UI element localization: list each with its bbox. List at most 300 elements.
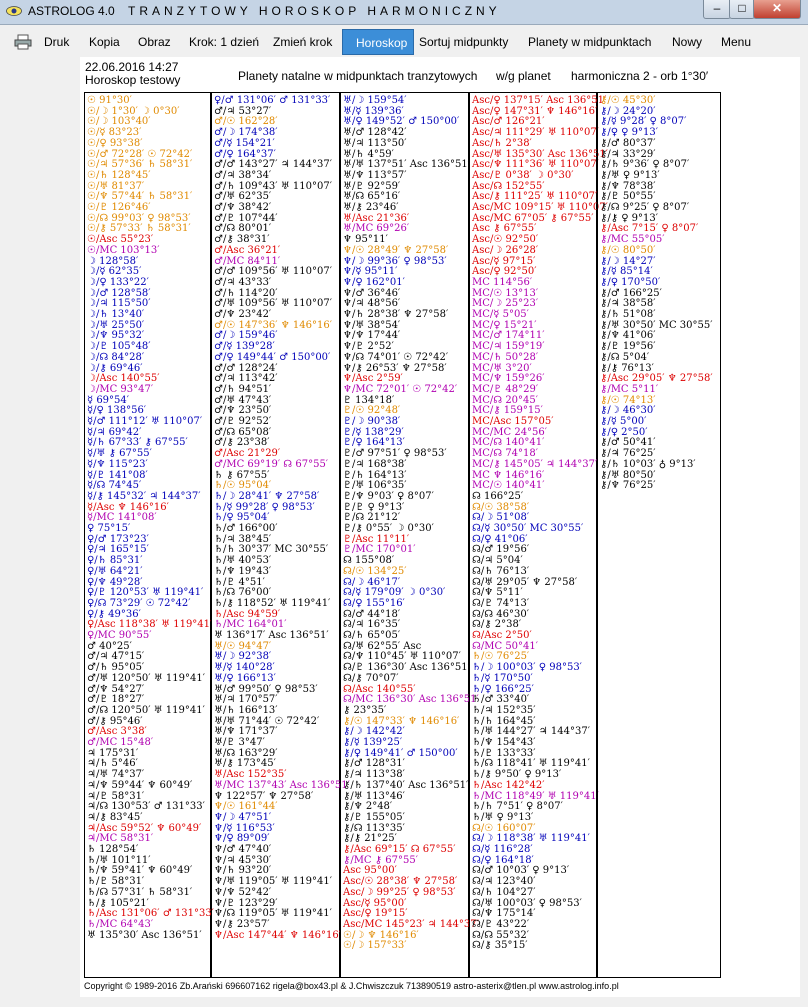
midpoint-row: ⚷/☿ 9°28′ ♀ 8°07′	[600, 116, 687, 128]
midpoint-row: Asc/MC 145°23′ ♃ 144°37′	[343, 918, 479, 930]
midpoint-row: ♆/Asc 2°59′	[343, 373, 403, 385]
midpoint-row: ♄/♆ 59°41′ ♆ 60°49′	[87, 865, 193, 877]
midpoint-row: ♄/♀ 95°04′	[214, 512, 270, 524]
midpoint-row: ♆/♀ 162°01′	[343, 276, 405, 288]
midpoint-row: ☉/☊ 99°03′ ♀ 98°53′	[87, 212, 191, 224]
midpoint-row: ♄/☊ 118°41′ ♅ 119°41′	[472, 758, 590, 770]
midpoint-row: ♅/☿ 139°36′	[343, 105, 404, 117]
midpoint-row: ♀/♄ 85°31′	[87, 555, 143, 567]
midpoint-column	[340, 92, 479, 978]
midpoint-row: ♂/♅ 120°50′ ♅ 119°41′	[87, 672, 205, 684]
midpoint-row: ♅/MC 137°43′ Asc 136°51′	[214, 779, 350, 791]
header-datetime: 22.06.2016 14:27	[85, 60, 179, 74]
midpoint-row: ☊/♅ 62°55′ Asc	[343, 640, 422, 652]
midpoint-row: ♄ 128°54′	[87, 844, 139, 855]
midpoint-row: ♀/MC 90°55′	[87, 630, 152, 641]
menu-bar	[8, 29, 800, 55]
midpoint-row: ♄/♅ 40°53′	[214, 555, 272, 567]
midpoint-row: ⚷/♀ 2°50′	[600, 426, 648, 438]
midpoint-row: ☿/☊ 74°45′	[87, 480, 142, 492]
midpoint-row: ☊/☉ 160°07′	[472, 822, 536, 834]
midpoint-row: MC/☊ 140°41′	[472, 437, 545, 449]
midpoint-row: ♀/⚷ 49°36′	[87, 608, 141, 620]
midpoint-row: Asc/♄ 2°38′	[472, 137, 532, 149]
midpoint-row: ♂/Asc 3°38′	[87, 726, 147, 738]
midpoint-row: ♂/⚷ 38°31′	[214, 234, 270, 246]
midpoint-row: ☿/⚷ 145°32′ ♃ 144°37′	[87, 490, 201, 502]
midpoint-row: ♄/♆ 19°43′	[214, 565, 272, 577]
midpoint-row: ♄/⚷ 9°50′ ♀ 9°13′	[472, 769, 562, 781]
midpoint-row: ♆/♃ 48°56′	[343, 298, 401, 310]
midpoint-row: ♄/♃ 152°35′	[472, 704, 536, 716]
midpoint-row: ☽/♆ 95°32′	[87, 330, 145, 342]
midpoint-row: ♂/♃ 53°27′	[214, 105, 272, 117]
midpoint-row: ♄/☿ 99°28′ ♀ 98°53′	[214, 501, 315, 513]
midpoint-row: ☊/♆ 5°11′	[472, 587, 523, 599]
midpoint-row: ♇/♃ 168°38′	[343, 458, 407, 470]
midpoint-row: ♇/♆ 9°03′ ♀ 8°07′	[343, 490, 434, 502]
midpoint-row: ⚷/♄ 137°40′ Asc 136°51′	[343, 779, 469, 791]
midpoint-row: ☊/♃ 16°35′	[343, 619, 401, 631]
midpoint-row: ♄/♅ 101°11′	[87, 854, 151, 866]
midpoint-row: ⚷/♃ 113°38′	[343, 769, 405, 781]
midpoint-row: ⚷/⚷ 76°13′	[600, 362, 654, 374]
midpoint-row: MC/♃ 159°19′	[472, 341, 545, 353]
midpoint-row: ♂/♂ 143°27′ ♃ 144°37′	[214, 159, 332, 171]
midpoint-row: ♆/♅ 38°54′	[343, 319, 401, 331]
midpoint-row: MC/☉ 140°41′	[472, 480, 545, 492]
midpoint-row: ♂/♄ 95°05′	[87, 662, 145, 674]
midpoint-row: ♂/♃ 43°33′	[214, 276, 272, 288]
midpoint-row: ⚷/♄ 9°36′ ♀ 8°07′	[600, 159, 690, 171]
midpoint-row: ♄/♇ 133°33′	[472, 747, 536, 759]
midpoint-row: ♅/⚷ 23°46′	[343, 202, 399, 213]
midpoint-row: ♆/☽ 47°51′	[214, 811, 272, 823]
midpoint-row: ♂/MC 84°11′	[214, 255, 281, 267]
midpoint-row: ☊/♇ 43°22′	[472, 918, 530, 930]
midpoint-row: ⚷/☊ 113°35′	[343, 822, 405, 834]
midpoint-row: ♆/♂ 36°46′	[343, 287, 401, 299]
midpoint-row: ☊/MC 50°41′	[472, 640, 539, 652]
midpoint-row: Asc/♀ 19°15′	[343, 908, 408, 920]
midpoint-row: ☽/Asc 140°55′	[87, 373, 160, 385]
midpoint-row: ♆/☊ 74°01′ ☉ 72°42′	[343, 351, 449, 363]
midpoint-row: Asc/⚷ 111°25′ ♅ 110°07′	[472, 191, 598, 203]
midpoint-row: ⚷/☊ 9°25′ ♀ 8°07′	[600, 202, 690, 213]
midpoint-row: ♂/Asc 21°29′	[214, 448, 281, 460]
midpoint-row: ⚷/♆ 76°25′	[600, 480, 656, 492]
midpoint-row: ♆/♀ 89°09′	[214, 833, 270, 845]
midpoint-row: ⚷/Asc 69°15′ ☊ 67°55′	[343, 844, 456, 855]
midpoint-row: ⚷/♆ 78°38′	[600, 180, 656, 192]
midpoint-row: ☽/♀ 133°22′	[87, 276, 149, 288]
menu-kopia[interactable]: Kopia	[89, 35, 120, 49]
header-subtitle: Planety natalne w midpunktach tranzytowych	[238, 69, 478, 83]
midpoint-row: ♆/☽ 99°36′ ♀ 98°53′	[343, 255, 447, 267]
midpoint-row: Asc/☉ 28°38′ ♆ 27°58′	[343, 876, 458, 888]
midpoint-row: ♄ ⚷ 67°55′	[214, 469, 270, 481]
midpoint-row: ☊/☽ 46°17′	[343, 576, 401, 588]
midpoint-row: ☿/♄ 67°33′ ⚷ 67°55′	[87, 437, 188, 449]
midpoint-row: ♄/☊ 76°00′	[214, 587, 272, 599]
midpoint-row: Asc/☿ 97°15′	[472, 255, 536, 267]
close-button[interactable]: ✕	[753, 0, 801, 19]
midpoint-row: ☿/♀ 138°56′	[87, 405, 147, 417]
midpoint-row: ☉/♆ 57°44′ ♄ 58°31′	[87, 191, 193, 203]
midpoint-row: ☊ 166°25′	[472, 490, 524, 502]
midpoint-row: ☉/☽ 157°33′	[343, 940, 407, 952]
midpoint-row: Asc/♂ 126°21′	[472, 116, 545, 128]
midpoint-row: ☉/♅ 81°37′	[87, 180, 145, 192]
midpoint-row: Asc/☊ 152°55′	[472, 180, 545, 192]
midpoint-row: ⚷/☉ 147°33′ ♆ 146°16′	[343, 715, 460, 727]
midpoint-row: ♂/♃ 47°15′	[87, 651, 145, 663]
midpoint-row: ♄/☽ 28°41′ ♆ 27°58′	[214, 490, 320, 502]
midpoint-row: ☊/⚷ 70°07′	[343, 672, 399, 684]
menu-sortuj-midpunkty[interactable]: Sortuj midpunkty	[419, 35, 509, 49]
midpoint-row: ⚷/☉ 80°50′	[600, 244, 656, 256]
midpoint-row: ☊/☉ 134°25′	[343, 565, 407, 577]
midpoint-row: ♇/☽ 90°38′	[343, 416, 401, 427]
midpoint-row: ♅/♄ 4°59′	[343, 148, 394, 160]
midpoint-row: ♂/♅ 62°35′	[214, 191, 272, 203]
midpoint-row: ♄/♂ 166°00′	[214, 523, 278, 534]
midpoint-row: ♄/☉ 95°04′	[214, 480, 272, 492]
midpoint-row: ⚷/♄ 10°03′ ♁ 9°13′	[600, 458, 696, 470]
midpoint-row: ⚷/♇ 50°55′	[600, 191, 656, 203]
midpoint-row: ♅/♇ 3°47′	[214, 737, 265, 748]
midpoint-row: ☊/♄ 65°05′	[343, 630, 401, 641]
midpoint-row: ♄/♂ 33°40′	[472, 694, 530, 706]
midpoint-row: ♃/⚷ 83°45′	[87, 811, 143, 823]
midpoint-row: ♆/♆ 17°44′	[343, 330, 401, 342]
midpoint-row: ♀/♂ 131°06′ ♂ 131°33′	[214, 95, 331, 106]
midpoint-row: ♆/⚷ 23°57′	[214, 918, 270, 930]
midpoint-row: ♂/Asc 36°21′	[214, 244, 281, 256]
header-harmonic: harmoniczna 2 - orb 1°30′	[571, 69, 709, 83]
midpoint-row: ☊/♅ 29°05′ ♆ 27°58′	[472, 576, 578, 588]
midpoint-row: ♂/♇ 92°52′	[214, 416, 272, 427]
midpoint-row: ⚷/⚷ ♀ 9°13′	[600, 212, 659, 224]
midpoint-row: ♅/♃ 170°57′	[214, 694, 278, 706]
midpoint-row: ♆/♄ 28°38′ ♆ 27°58′	[343, 309, 449, 320]
menu-obraz[interactable]: Obraz	[138, 35, 171, 49]
midpoint-row: ⚷/☉ 74°13′	[600, 394, 656, 406]
midpoint-row: ♆/♆ 52°42′	[214, 886, 272, 898]
midpoint-row: ☊/☿ 30°50′ MC 30°55′	[472, 523, 584, 534]
midpoint-row: ♂/♅ 109°56′ ♅ 110°07′	[214, 298, 332, 310]
midpoint-row: ⚷/☽ 14°27′	[600, 255, 656, 267]
midpoint-row: ♄/♄ 164°45′	[472, 715, 536, 727]
midpoint-row: ☊/♅ 100°03′ ♀ 98°53′	[472, 897, 582, 909]
midpoint-row: ♅ 135°30′ Asc 136°51′	[87, 929, 202, 941]
midpoint-row: ♂/♀ 164°37′	[214, 148, 276, 160]
midpoint-row: ☊/☿ 179°09′ ☽ 0°30′	[343, 587, 446, 599]
midpoint-row: MC/⚷ 145°05′ ♃ 144°37′	[472, 458, 598, 470]
midpoint-row: ♂/♅ 47°43′	[214, 394, 272, 406]
midpoint-row: ♅/⚷ 173°45′	[214, 758, 276, 770]
midpoint-row: ♂/♆ 23°50′	[214, 405, 272, 417]
midpoint-row: ♅/♆ 171°37′	[214, 726, 278, 738]
midpoint-row: ☿/Asc ♆ 146°16′	[87, 501, 169, 513]
midpoint-row: ☊/Asc 140°55′	[343, 683, 416, 695]
midpoint-row: Asc/☽ 99°25′ ♀ 98°53′	[343, 886, 456, 898]
midpoint-row: MC/⚷ 159°15′	[472, 405, 543, 417]
midpoint-row: Asc/♅ 135°30′ Asc 136°51′	[472, 148, 608, 160]
midpoint-row: ⚷/MC 55°05′	[600, 234, 665, 246]
midpoint-row: ♄/⚷ 118°52′ ♅ 119°41′	[214, 597, 331, 609]
midpoint-row: MC 114°56′	[472, 276, 533, 288]
midpoint-row: ☿/♇ 141°08′	[87, 469, 148, 481]
midpoint-row: ☉/☽ 1°30′ ☽ 0°30′	[87, 105, 180, 117]
midpoint-row: ♀ 75°15′	[87, 523, 131, 534]
midpoint-row: ♆/☊ 119°05′ ♅ 119°41′	[214, 908, 332, 920]
menu-nowy[interactable]: Nowy	[672, 35, 703, 49]
midpoint-row: ♅/♇ 92°59′	[343, 180, 401, 192]
midpoint-row: MC/♂ 174°11′	[472, 330, 545, 342]
midpoint-row: ♄/♀ 166°25′	[472, 683, 534, 695]
midpoint-row: ♂/⚷ 23°38′	[214, 437, 270, 449]
midpoint-row: Asc/♃ 111°29′ ♅ 110°07′	[472, 127, 599, 139]
midpoint-row: ☊/☊ 55°32′	[472, 929, 530, 941]
midpoint-row: ♆/☉ 161°44′	[214, 801, 278, 813]
header-sort: w/g planet	[496, 69, 551, 83]
midpoint-row: ♄/♅ ♀ 9°13′	[472, 811, 534, 823]
midpoint-row: ♂/♆ 23°42′	[214, 309, 272, 320]
midpoint-row: ☉/♄ 128°45′	[87, 169, 151, 181]
midpoint-row: ♇/☉ 92°48′	[343, 405, 401, 417]
midpoint-row: ☊/☽ 51°08′	[472, 512, 530, 524]
midpoint-row: ☊/☊ 46°30′	[472, 608, 530, 620]
midpoint-row: ♄/♇ 58°31′	[87, 876, 145, 888]
midpoint-row: ♇/MC 170°01′	[343, 544, 416, 556]
menu-druk[interactable]: Druk	[44, 35, 70, 49]
midpoint-row: ☽/♃ 115°50′	[87, 298, 151, 310]
midpoint-row: ♄/♄ 7°51′ ♀ 8°07′	[472, 801, 563, 813]
midpoint-row: ☽/♂ 128°58′	[87, 287, 151, 299]
midpoint-row: ♀/☊ 73°29′ ☉ 72°42′	[87, 597, 191, 609]
midpoint-row: ♀/Asc 118°38′ ♅ 119°41′	[87, 619, 213, 631]
midpoint-row: ♂/♃ 113°42′	[214, 373, 278, 385]
midpoint-row: ♅/Asc 21°36′	[343, 212, 410, 224]
menu-menu[interactable]: Menu	[721, 35, 752, 49]
midpoint-row: ⚷/♀ ♀ 9°13′	[600, 127, 659, 139]
midpoint-row: ♄/☊ 57°31′ ♄ 58°31′	[87, 886, 193, 898]
midpoint-row: ☽/♄ 13°40′	[87, 309, 145, 320]
midpoint-row: MC/♅ 3°20′	[472, 362, 532, 374]
midpoint-row: ♂/♄ 94°51′	[214, 383, 272, 395]
midpoint-row: ♅/♂ 99°50′ ♀ 98°53′	[214, 683, 318, 695]
midpoint-row: MC/☊ 74°18′	[472, 448, 539, 460]
midpoint-row: ⚷ 23°35′	[343, 704, 387, 716]
midpoint-row: ♇/Asc 11°11′	[343, 533, 410, 545]
midpoint-row: ♆/♇ 123°29′	[214, 897, 278, 909]
midpoint-row: ☊/♆ 110°45′ ♅ 110°07′	[343, 651, 461, 663]
midpoint-row: ☿ 69°54′	[87, 394, 130, 406]
midpoint-row: ⚷/☊ 5°04′	[600, 351, 650, 363]
midpoint-row: ♅/♅ 71°44′ ☉ 72°42′	[214, 715, 320, 727]
midpoint-row: ♅/Asc 152°35′	[214, 769, 287, 781]
midpoint-row: ♄/MC 118°49′ ♅ 119°41′	[472, 790, 599, 802]
midpoint-row: ♅/♅ 137°51′ Asc 136°51′	[343, 159, 470, 171]
midpoint-row: ⚷/☽ 24°20′	[600, 105, 656, 117]
midpoint-row: ♂/♃ 38°34′	[214, 169, 272, 181]
midpoint-row: ☉/♃ 57°36′ ♄ 58°31′	[87, 159, 193, 171]
midpoint-row: ♂/♄ 109°43′ ♅ 110°07′	[214, 180, 332, 192]
midpoint-row: Asc/♆ 111°36′ ♅ 110°07′	[472, 159, 599, 171]
midpoint-row: ♂/♂ 109°56′ ♅ 110°07′	[214, 266, 332, 278]
minimize-button[interactable]: –	[703, 0, 731, 19]
menu-zmien-krok[interactable]: Zmień krok	[273, 35, 333, 49]
midpoint-row: ♀/♆ 49°28′	[87, 576, 143, 588]
midpoint-row: ♇/♅ 106°35′	[343, 480, 407, 492]
midpoint-row: ♃/♆ 59°44′ ♆ 60°49′	[87, 779, 193, 791]
midpoint-row: ♃/Asc 59°52′ ♆ 60°49′	[87, 822, 202, 834]
midpoint-row: ☊/♄ 76°13′	[472, 565, 530, 577]
midpoint-row: ♅ 136°17′ Asc 136°51′	[214, 630, 329, 641]
midpoint-row: MC/MC 24°56′	[472, 426, 548, 438]
midpoint-row: ♆/☉ 28°49′ ♆ 27°58′	[343, 244, 449, 256]
midpoint-row: ☊/♀ 155°16′	[343, 597, 405, 609]
midpoint-row: MC/☿ 5°05′	[472, 309, 529, 320]
midpoint-row: ♆/♅ 119°05′ ♅ 119°41′	[214, 876, 332, 888]
midpoint-row: ☉/⚷ 57°33′ ♄ 58°31′	[87, 223, 191, 235]
midpoint-row: ♆/⚷ 26°53′ ♆ 27°58′	[343, 362, 447, 374]
midpoint-row: ⚷/⚷ 21°25′	[343, 833, 397, 845]
menu-planety-w-midpunktach[interactable]: Planety w midpunktach	[528, 35, 652, 49]
midpoint-row: ⚷/♇ 155°05′	[343, 811, 405, 823]
midpoint-row: Asc/MC 67°05′ ⚷ 67°55′	[472, 212, 594, 224]
maximize-button[interactable]: □	[729, 0, 755, 19]
midpoint-row: ♇/♀ 164°13′	[343, 437, 405, 449]
midpoint-row: ☉/♂ 72°28′ ☉ 72°42′	[87, 148, 193, 160]
midpoint-row: ☿/♃ 69°42′	[87, 426, 142, 438]
midpoint-row: MC/♇ 48°29′	[472, 383, 539, 395]
midpoint-row: ♃/☊ 130°53′ ♂ 131°33′	[87, 801, 205, 813]
midpoint-row: ☿/♆ 115°23′	[87, 458, 148, 470]
midpoint-row: MC/♆ 159°26′	[472, 373, 545, 385]
midpoint-row: ☽/MC 93°47′	[87, 383, 154, 395]
midpoint-row: ☉/☽ ♆ 146°16′	[343, 929, 419, 941]
midpoint-row: ♄/☿ 170°50′	[472, 672, 533, 684]
midpoint-row: ⚷/♂ 166°25′	[600, 287, 662, 299]
midpoint-row: ☊/♂ 44°18′	[343, 608, 401, 620]
midpoint-row: ☊/♃ 123°40′	[472, 876, 536, 888]
midpoint-row: ♆/MC 72°01′ ☉ 72°42′	[343, 383, 458, 395]
midpoint-row: ♂/☽ 159°46′	[214, 330, 278, 342]
footer-copyright: Copyright © 1989-2016 Zb.Arański 696607162 rigela@box43.pl & J.Chwiszczuk 713890519 astro-asterix@tlen.pl www.astrolog.info.pl	[84, 981, 619, 991]
midpoint-row: ☉/☽ 103°40′	[87, 116, 151, 128]
midpoint-row: ♄/♅ 144°27′ ♃ 144°37′	[472, 726, 590, 738]
title-bar	[0, 0, 808, 25]
midpoint-row: ♂/☊ 120°50′ ♅ 119°41′	[87, 704, 205, 716]
midpoint-row: ♆/Asc 147°44′ ♆ 146°16′	[214, 929, 341, 941]
midpoint-row: ☊/Asc 2°50′	[472, 630, 532, 641]
midpoint-row: ☽ 128°58′	[87, 255, 139, 267]
midpoint-row: ♄/Asc 142°42′	[472, 779, 545, 791]
midpoint-row: ♅/☿ 140°28′	[214, 662, 275, 674]
printer-icon[interactable]	[14, 34, 32, 50]
midpoint-row: Asc/♀ 137°15′ Asc 136°51′	[472, 95, 607, 106]
midpoint-row: Asc/☉ 92°50′	[472, 234, 539, 246]
midpoint-row: ♅/♀ 149°52′ ♂ 150°00′	[343, 116, 460, 128]
midpoint-row: ♆/☿ 95°11′	[343, 266, 398, 278]
midpoint-row: ⚷/☿ 139°25′	[343, 737, 403, 748]
midpoint-row: ♂/☊ 80°01′	[214, 223, 272, 235]
midpoint-row: Asc 95°00′	[343, 865, 397, 877]
midpoint-row: ☽/☿ 62°35′	[87, 266, 142, 278]
midpoint-row: ⚷/MC 5°11′	[600, 383, 659, 395]
midpoint-row: ♅/♃ 113°50′	[343, 137, 407, 149]
menu-horoskop[interactable]: Horoskop	[342, 29, 414, 55]
midpoint-row: MC/☊ 20°45′	[472, 394, 539, 406]
midpoint-row: ⚷/♃ 38°58′	[600, 298, 656, 310]
midpoint-row: ♆ 95°11′	[343, 234, 388, 246]
midpoint-row: ♅/♆ 113°57′	[343, 169, 407, 181]
midpoint-column	[597, 92, 721, 978]
midpoint-row: ♂/MC 69°19′ ☊ 67°55′	[214, 458, 329, 470]
midpoint-row: ♂/☉ 147°36′ ♆ 146°16′	[214, 319, 332, 331]
app-name: ASTROLOG 4.0	[28, 4, 115, 18]
midpoint-row: ☉/♇ 126°46′	[87, 202, 151, 213]
midpoint-row: ♀/♂ 173°23′	[87, 533, 149, 545]
midpoint-row: ⚷/♆ 2°48′	[343, 801, 393, 813]
midpoint-row: ⚷/♂ 128°31′	[343, 758, 405, 770]
midpoint-row: ♆/♂ 47°40′	[214, 844, 272, 855]
midpoint-row: ⚷/♃ 76°25′	[600, 448, 656, 460]
midpoint-row: ♀/♃ 165°15′	[87, 544, 149, 556]
midpoint-row: ☉ 91°30′	[87, 95, 132, 106]
midpoint-row: ♅/☊ 163°29′	[214, 747, 278, 759]
midpoint-row: ⚷/♂ 50°41′	[600, 437, 656, 449]
midpoint-row: ♅/♀ 166°13′	[214, 672, 276, 684]
midpoint-row: ♂/☉ 162°28′	[214, 116, 278, 128]
midpoint-row: ♄/Asc 131°06′ ♂ 131°33′	[87, 908, 214, 920]
header-name: Horoskop testowy	[85, 73, 181, 87]
midpoint-row: ☊/♃ 5°04′	[472, 555, 523, 567]
midpoint-row: ♇/⚷ 0°55′ ☽ 0°30′	[343, 523, 434, 534]
midpoint-row: ♂/♄ 114°20′	[214, 287, 278, 299]
midpoint-row: ⚷/Asc 7°15′ ♀ 8°07′	[600, 223, 699, 235]
midpoint-row: ♂/♇ 18°27′	[87, 694, 145, 706]
midpoint-row: Asc ⚷ 67°55′	[472, 223, 537, 235]
app-eye-icon	[6, 5, 22, 17]
midpoint-row: ☽/♇ 105°48′	[87, 341, 151, 353]
midpoint-row: ♅/♂ 128°42′	[343, 127, 407, 139]
midpoint-row: MC/♀ 15°21′	[472, 319, 537, 331]
midpoint-row: ☽/♅ 25°50′	[87, 319, 145, 331]
midpoint-row: ☊/MC 136°30′ Asc 136°51′	[343, 694, 479, 706]
window-title: TRANZYTOWY HOROSKOP HARMONICZNY	[128, 4, 501, 18]
midpoint-row: ♇/☿ 138°29′	[343, 426, 404, 438]
midpoint-row: ♂ 40°25′	[87, 640, 132, 652]
menu-krok[interactable]: Krok: 1 dzień	[189, 35, 260, 49]
midpoint-row: ♂/♂ 128°24′	[214, 362, 278, 374]
midpoint-row: ⚷/☿ 5°00′	[600, 416, 647, 427]
midpoint-row: ♅/☽ 92°38′	[214, 651, 272, 663]
midpoint-row: ⚷/Asc 29°05′ ♆ 27°58′	[600, 373, 713, 385]
midpoint-row: ⚷/♅ 113°46′	[343, 790, 405, 802]
midpoint-row: ☊/♀ 164°18′	[472, 854, 534, 866]
midpoint-row: ♂/♇ 107°44′	[214, 212, 278, 224]
midpoint-row: ♇ 134°18′	[343, 394, 395, 406]
midpoint-row: ♅/☊ 65°16′	[343, 191, 401, 203]
midpoint-row: MC/☽ 25°23′	[472, 298, 539, 310]
midpoint-row: ☊/⚷ 2°38′	[472, 619, 522, 631]
midpoint-row: ⚷/♃ 33°29′	[600, 148, 656, 160]
midpoint-row: ♅/♄ 166°13′	[214, 704, 278, 716]
midpoint-row: ☊/♂ 10°03′ ♀ 9°13′	[472, 865, 570, 877]
